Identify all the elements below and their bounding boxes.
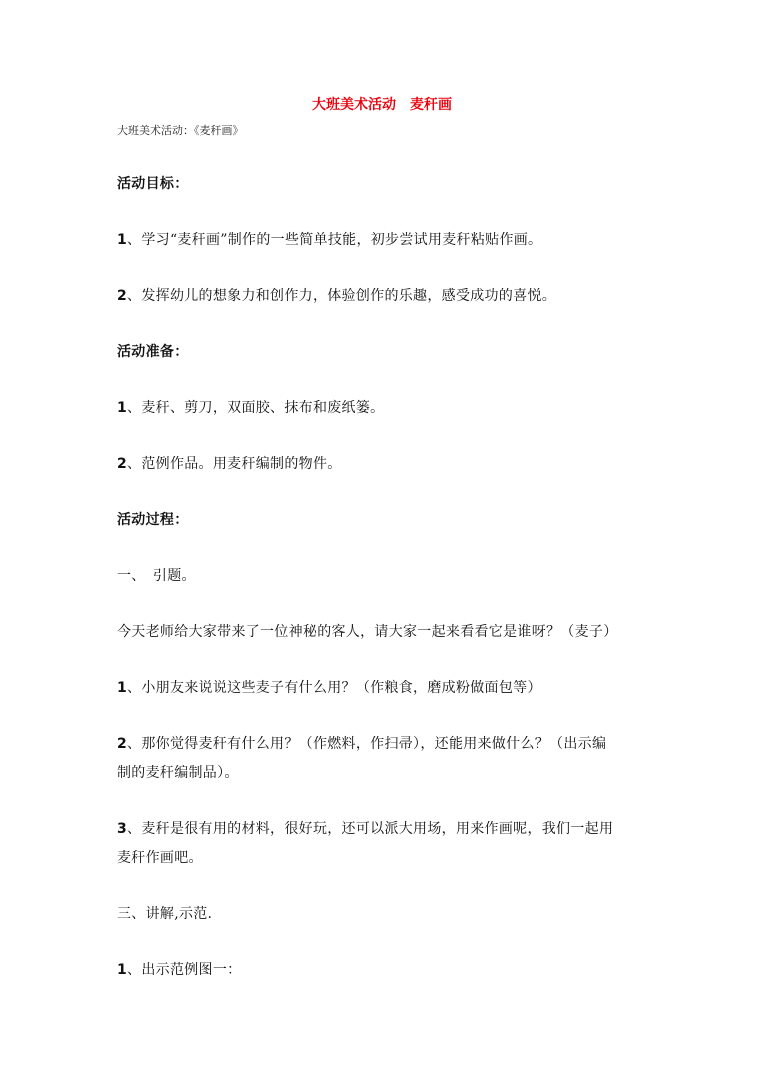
demo-item-1 (117, 956, 657, 985)
process-heading: 活动过程： (117, 512, 189, 528)
goal-item-2-text: 、发挥幼儿的想象力和创作力，体验创作的乐趣，感受成功的喜悦。 (127, 288, 557, 304)
goal-item-2-number: 2 (117, 288, 128, 304)
question-item-1-number: 1 (117, 680, 128, 696)
question-item-3-text-line1: 、麦秆是很有用的材料，很好玩，还可以派大用场，用来作画呢，我们一起用 (127, 821, 614, 837)
step-one-heading: 一、 引题。 (117, 568, 196, 584)
prep-heading: 活动准备： (117, 344, 189, 360)
goal-item-1 (117, 226, 657, 255)
prep-item-1-text: 、麦秆、剪刀，双面胶、抹布和废纸篓。 (127, 400, 385, 416)
prep-item-2 (117, 450, 657, 479)
goal-item-1-text: 、学习“麦秆画”制作的一些简单技能，初步尝试用麦秆粘贴作画。 (127, 232, 543, 248)
prep-item-2-number: 2 (117, 456, 128, 472)
demo-item-1-number: 1 (117, 962, 128, 978)
question-item-1-text: 、小朋友来说说这些麦子有什么用？（作粮食，磨成粉做面包等） (127, 680, 542, 696)
question-item-1 (117, 674, 657, 703)
goals-heading: 活动目标： (117, 176, 189, 192)
prep-item-1 (117, 394, 657, 423)
document-subtitle: 大班美术活动：《麦秆画》 (117, 124, 244, 137)
demo-item-1-text: 、出示范例图一： (127, 962, 242, 978)
question-item-2-text-line1: 、那你觉得麦秆有什么用？（作燃料，作扫帚），还能用来做什么？（出示编 (127, 736, 607, 752)
question-item-2-number: 2 (117, 736, 128, 752)
prep-item-2-text: 、范例作品。用麦秆编制的物件。 (127, 456, 342, 472)
intro-paragraph: 今天老师给大家带来了一位神秘的客人，请大家一起来看看它是谁呀？（麦子） (117, 624, 618, 640)
goal-item-1-number: 1 (117, 232, 128, 248)
goal-item-2 (117, 282, 657, 311)
question-item-3-continuation: 麦秆作画吧。 (117, 850, 203, 866)
question-item-2 (117, 730, 657, 759)
question-item-3 (117, 815, 657, 844)
question-item-2-continuation: 制的麦秆编制品）。 (117, 765, 239, 781)
document-title: 大班美术活动 麦秆画 (312, 97, 452, 113)
step-three-heading: 三、讲解,示范. (117, 906, 213, 922)
question-item-3-number: 3 (117, 821, 128, 837)
prep-item-1-number: 1 (117, 400, 128, 416)
